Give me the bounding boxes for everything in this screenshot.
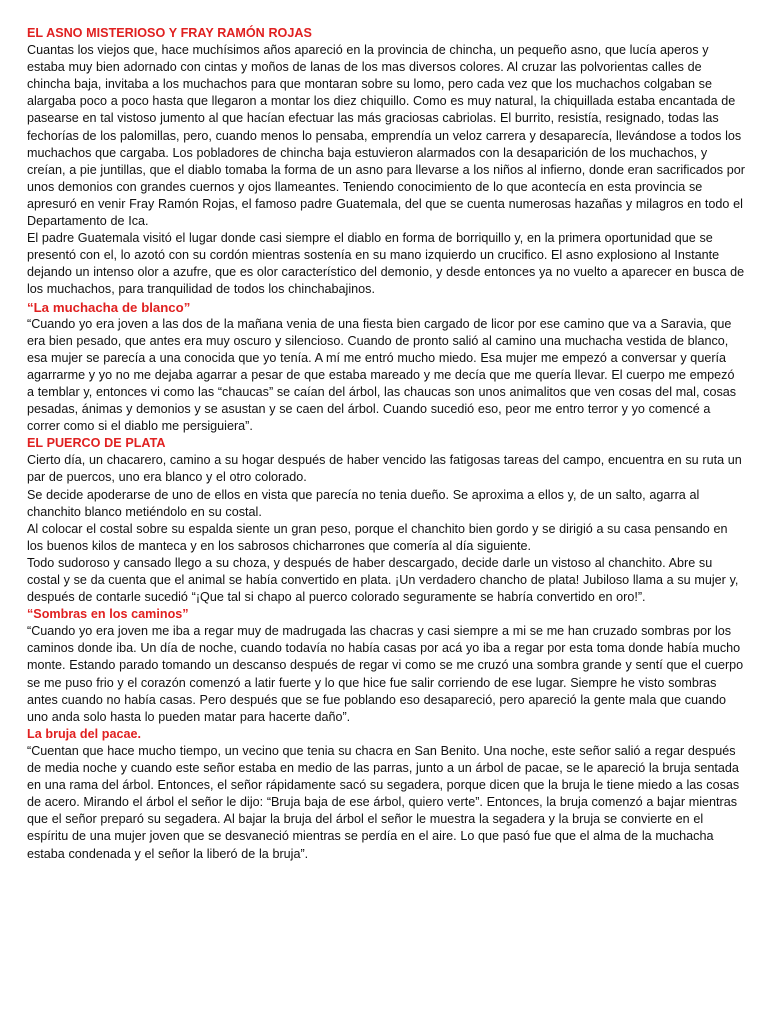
story-title: EL PUERCO DE PLATA	[27, 436, 166, 451]
story-paragraph: “Cuando yo era joven a las dos de la mañana venia de una fiesta bien cargado de licor por ese camino que va a Saravia, que era bien pesado, que antes era muy oscuro y silencioso. Cuando de pronto salió al camino una muchacha vestida de blanco, esa mujer se parecía a una conocida que yo tenía. A mí me entró mucho miedo. Esa mujer me empezó a conversar y quería agarrarme y yo no me dejaba agarrar a pesar de que estaba mareado y me decía que me quería llevar. El cuerpo me empezó a temblar y, entonces vi como las “chaucas” se caían del árbol, las chaucas son unos animalitos que ven cosas del mal, cosas pesadas, ánimas y demonios y se asustan y se caen del árbol. Cuando sucedió eso, peor me entro terror y yo comencé a correr como si el diablo me persiguiera”.	[27, 316, 737, 434]
story-bruja-del-pacae	[27, 726, 745, 863]
story-muchacha-de-blanco	[27, 299, 745, 436]
story-title: “La muchacha de blanco”	[27, 299, 191, 315]
story-paragraph: Al colocar el costal sobre su espalda siente un gran peso, porque el chanchito bien gordo y se dirigió a su casa pensando en los buenos kilos de manteca y en los sabrosos chicharrones que comería al día siguiente.	[27, 521, 728, 553]
story-asno-misterioso	[27, 25, 745, 299]
story-paragraph: Cierto día, un chacarero, camino a su hogar después de haber vencido las fatigosas tareas del campo, encuentra en su ruta un par de puercos, uno era blanco y el otro colorado.	[27, 453, 742, 485]
story-paragraph: El padre Guatemala visitó el lugar donde casi siempre el diablo en forma de borriquillo y, en la primera oportunidad que se presentó con el, lo azotó con su cordón mientras sostenía en su mano izquierdo un crucifico. El asno explosiono al Instante dejando un intenso olor a azufre, que es olor característico del demonio, y desde entonces ya no vuelto a aparecer en busca de los muchachos, para tranquilidad de todos los chinchabajinos.	[27, 231, 745, 297]
story-paragraph: Se decide apoderarse de uno de ellos en vista que parecía no tenia dueño. Se aproxima a ellos y, de un salto, agarra al chanchito blanco metiéndolo en su costal.	[27, 487, 700, 519]
story-paragraph: Todo sudoroso y cansado llego a su choza, y después de haber descargado, decide darle un vistoso al chanchito. Abre su costal y se da cuenta que el animal se había convertido en plata. ¡Un verdadero chancho de plata! Jubiloso llama a su mujer y, después de contarle sucedió “¡Que tal si chapo al puerco colorado seguramente se habría convertido en oro!”.	[27, 555, 739, 605]
story-paragraph: “Cuentan que hace mucho tiempo, un vecino que tenia su chacra en San Benito. Una noche, este señor salió a regar después de media noche y cuando este señor estaba en medio de las parras, junto a un árbol de pacae, se le apareció la bruja sentada en una rama del árbol. Entonces, el señor rápidamente sacó su segadera, porque dicen que la bruja le tiene miedo a las cosas de acero. Mirando el árbol el señor le dijo: “Bruja baja de ese árbol, quiero verte”. Entonces, la bruja comenzó a bajar mientras que el señor preparó su segadera. Al bajar la bruja del árbol el señor le muestra la segadera y la bruja se convierte en el espíritu de una mujer joven que se desvaneció mientras se perdía en el aire. Lo que pasó fue que el alma de la muchacha estaba condenada y el señor la liberó de la bruja”.	[27, 743, 740, 861]
story-title: EL ASNO MISTERIOSO Y FRAY RAMÓN ROJAS	[27, 26, 312, 40]
document-page	[27, 25, 745, 863]
story-paragraph: Cuantas los viejos que, hace muchísimos años apareció en la provincia de chincha, un pequeño asno, que lucía aperos y estaba muy bien adornado con cintas y moños de lanas de los mas diversos colores. Al cruzar las polvorientas calles de chincha baja, invitaba a los muchachos para que montaran sobre su lomo, pero cada vez que los muchachos colgaban se alargaba poco a poco hasta que llegaron a montar los diez chiquillo. Como es muy natural, la chiquillada estaba encantada de pasearse en tal vistoso jumento al que hacían efectuar las más graciosas cabriolas. El burrito, resistía, resignado, todas las fechorías de los palomillas, pero, cuando menos lo pensaba, emprendía un veloz carrera y desaparecía, llevándose a todos los muchachos que cargaba. Los pobladores de chincha baja estuvieron alarmados con la desaparición de los muchachos, y creían, a pie juntillas, que el diablo tomaba la forma de un asno para llevarse a los niños al infierno, donde eran sacrificados por unos demonios con grandes cuernos y ojos llameantes. Teniendo conocimiento de lo que acontecía en esta provincia se apresuró en venir Fray Ramón Rojas, el famoso padre Guatemala, del que se cuenta numerosas hazañas y milagros en todo el Departamento de Ica.	[27, 43, 745, 229]
story-title: La bruja del pacae.	[27, 726, 141, 741]
story-title: “Sombras en los caminos”	[27, 607, 189, 622]
story-paragraph: “Cuando yo era joven me iba a regar muy de madrugada las chacras y casi siempre a mi se me han cruzado sombras por los caminos donde iba. Un día de noche, cuando todavía no había casas por acá yo iba a regar por esta toma donde había mucho monte. Estando parado tomando un descanso después de regar vi como se me cruzó una sombra grande y sentí que el cuerpo se me puso frio y el corazón comenzó a latir fuerte y lo que hice fue salir corriendo de ese lugar. Siempre he visto sombras antes cuando no había casas. Pero después que se fue poblando eso desapareció, pero apareció la gente mala que cuando uno anda solo hasta lo pueden matar para hacerte daño”.	[27, 624, 744, 724]
story-sombras-en-los-caminos	[27, 606, 745, 726]
story-puerco-de-plata	[27, 435, 745, 606]
